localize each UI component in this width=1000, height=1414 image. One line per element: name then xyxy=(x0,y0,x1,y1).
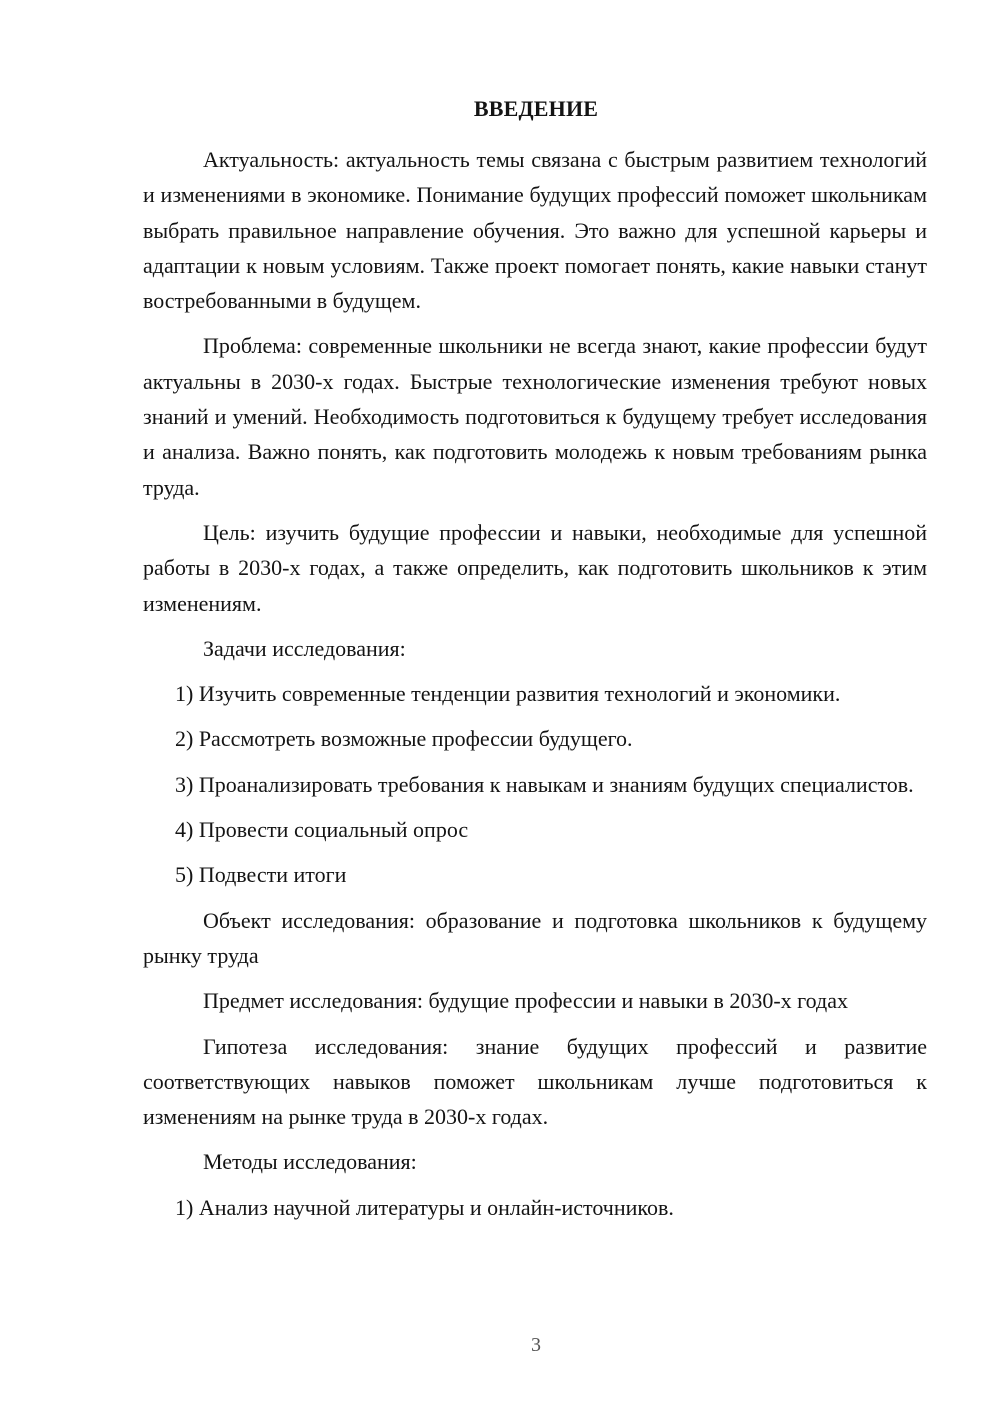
body-text xyxy=(143,142,927,1225)
paragraph-problem: Проблема: современные школьники не всегда знают, какие профессии будут актуальны в 2030-х годах. Быстрые технологические изменения требуют новых знаний и умений. Необходимость подготовиться к будущему требует исследования и анализа. Важно понять, как подготовить молодежь к новым требованиям рынка труда. xyxy=(143,333,927,500)
paragraph-subject: Предмет исследования: будущие профессии и навыки в 2030-х годах xyxy=(203,988,848,1014)
section-title: ВВЕДЕНИЕ xyxy=(473,96,599,121)
paragraph-object: Объект исследования: образование и подготовка школьников к будущему рынку труда xyxy=(143,907,927,968)
task-item: 5) Подвести итоги xyxy=(175,862,347,888)
methods-heading: Методы исследования: xyxy=(203,1149,417,1175)
method-item: 1) Анализ научной литературы и онлайн-источников. xyxy=(175,1194,674,1220)
paragraph-goal: Цель: изучить будущие профессии и навыки, необходимые для успешной работы в 2030-х годах, а также определить, как подготовить школьников к этим изменениям. xyxy=(143,519,927,616)
tasks-heading: Задачи исследования: xyxy=(203,635,406,661)
task-item: 2) Рассмотреть возможные профессии будущего. xyxy=(175,726,633,752)
paragraph-hypothesis: Гипотеза исследования: знание будущих профессий и развитие соответствующих навыков поможет школьникам лучше подготовиться к изменениям на рынке труда в 2030-х годах. xyxy=(143,1033,927,1130)
paragraph-relevance: Актуальность: актуальность темы связана с быстрым развитием технологий и изменениями в экономике. Понимание будущих профессий поможет школьникам выбрать правильное направление обучения. Это важно для успешной карьеры и адаптации к новым условиям. Также проект помогает понять, какие навыки станут востребованными в будущем. xyxy=(143,147,927,314)
task-item: 1) Изучить современные тенденции развития технологий и экономики. xyxy=(175,681,841,707)
page-number: 3 xyxy=(531,1334,541,1356)
task-item: 3) Проанализировать требования к навыкам и знаниям будущих специалистов. xyxy=(175,771,914,797)
task-item: 4) Провести социальный опрос xyxy=(175,817,469,843)
